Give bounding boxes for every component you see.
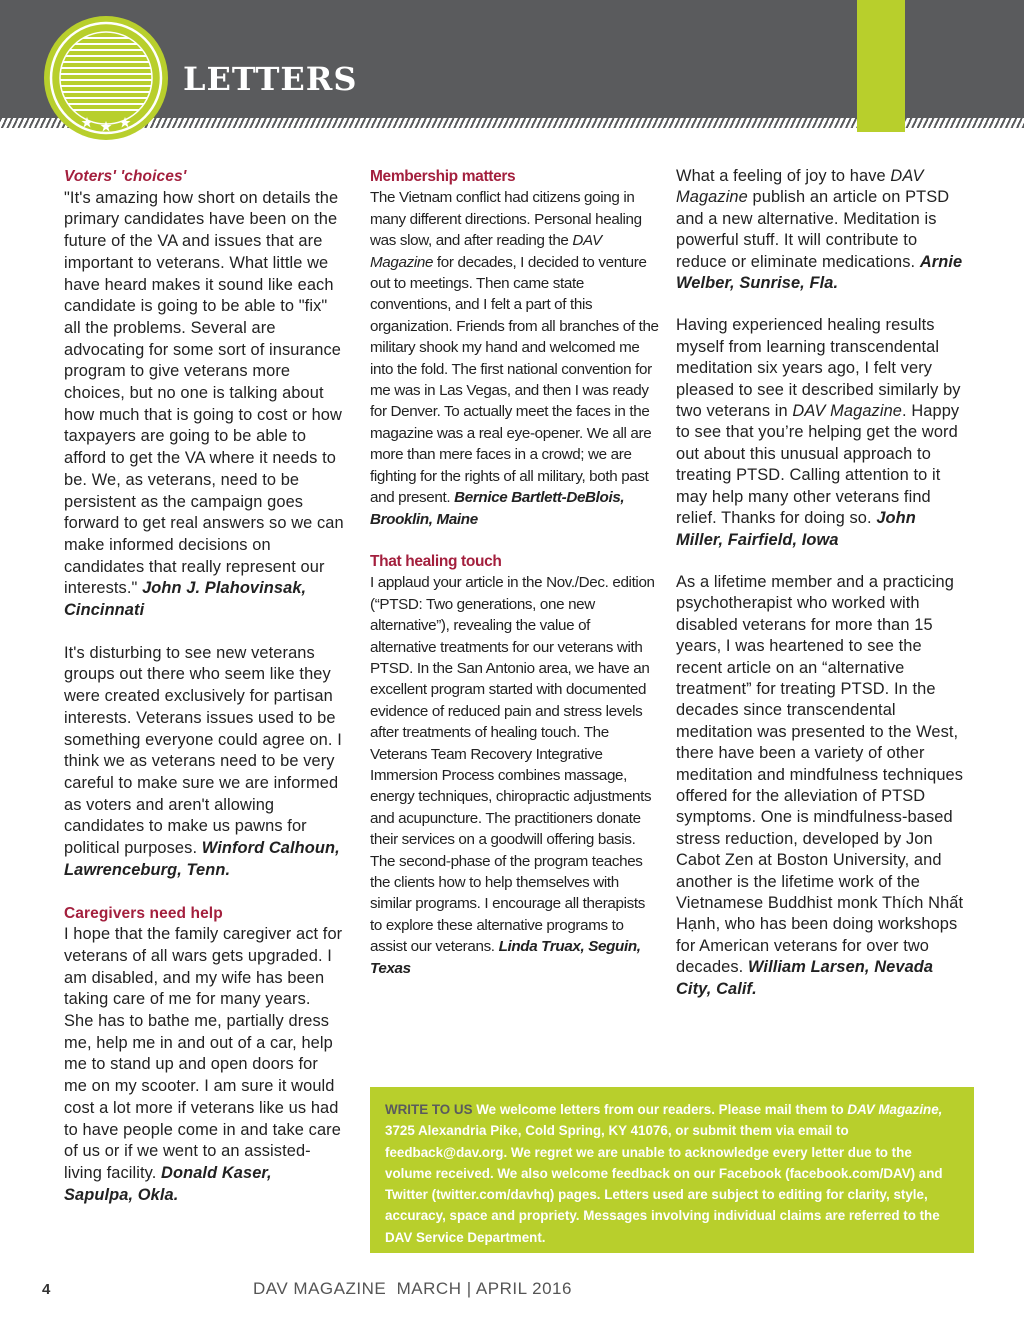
publication-footer: DAV MAGAZINE MARCH | APRIL 2016 (253, 1279, 572, 1298)
letter-body: What a feeling of joy to have (676, 167, 891, 185)
letter-signature: William Larsen, Nevada City, Calif. (676, 958, 934, 998)
page-number: 4 (42, 1281, 51, 1298)
letter-heading: Membership matters (370, 168, 516, 185)
letter-heading: Voters' 'choices' (64, 168, 187, 185)
letter-body: for decades, I decided to venture out to meetings. Then came state conventions, and I felt a part of this organization. Friends from all branches of the military shook my hand and welcomed me into the fold. The first national convention for me was in Las Vegas, and then I was ready for Denver. To actually meet the faces in the magazine was a real eye-opener. We all are more than mere faces in a crowd; we are fighting for the rights of all military, both past and present. (370, 253, 659, 507)
letter (676, 166, 966, 294)
header-accent-bar (857, 0, 905, 132)
letter (370, 551, 660, 979)
write-to-us-magazine: DAV Magazine, (847, 1102, 943, 1117)
section-title: LETTERS (183, 60, 358, 98)
letter-body: I applaud your article in the Nov./Dec. edition (“PTSD: Two generations, one new alternative”), revealing the value of alternative treatments for our veterans with PTSD. In the San Antonio area, we have an excellent program started with documented evidence of reduced pain and stress levels after treatments of healing touch. The Veterans Team Recovery Integrative Immersion Process combines massage, energy techniques, chiropractic adjustments and acupuncture. The practitioners donate their services on a goodwill offering basis. The second-phase of the program teaches the clients how to help themselves with similar programs. I encourage all therapists to explore these alternative programs to assist our veterans. (370, 574, 655, 956)
write-to-us-text: 3725 Alexandria Pike, Cold Spring, KY 41076, or submit them via email to feedback@dav.org. We regret we are unable to acknowledge every letter due to the volume received. We also welcome feedback on our Facebook (facebook.com/DAV) and Twitter (twitter.com/davhq) pages. Letters used are subject to editing for clarity, style, accuracy, space and propriety. Messages involving individual claims are referred to the DAV Service Department. (385, 1123, 943, 1245)
letter-body: It's disturbing to see new veterans groups out there who seem like they were created exclusively for partisan interests. Veterans issues used to be something everyone could agree on. I think we as veterans need to be very careful to make sure we are informed as voters and aren't allowing candidates to make us pawns for political purposes. (64, 643, 342, 858)
letters-badge-icon (42, 14, 170, 142)
magazine-title: DAV Magazine (676, 167, 924, 207)
letter-heading: Caregivers need help (64, 904, 223, 922)
letter-signature: Arnie Welber, Sunrise, Fla. (676, 252, 963, 293)
letter-signature: John Miller, Fairfield, Iowa (676, 509, 916, 549)
write-to-us-text: We welcome letters from our readers. Please mail them to (476, 1102, 844, 1117)
letter (676, 572, 966, 1000)
letter-signature: Bernice Bartlett-DeBlois, Brooklin, Maine (370, 489, 625, 528)
letter-body: Having experienced healing results myself from learning transcendental meditation six years ago, I felt very pleased to see it described similarly by two veterans in (676, 316, 961, 421)
letter-body: . Happy to see that you’re helping get the word out about this unusual approach to treating PTSD. Calling attention to it may help many other veterans find relief. Thanks for doing so. (676, 402, 960, 528)
magazine-title: DAV Magazine (792, 402, 903, 421)
letter-signature: John J. Plahovinsak, Cincinnati (64, 579, 307, 620)
letters-column-2 (370, 166, 660, 1000)
letter-body: I hope that the family caregiver act for veterans of all wars gets upgraded. I am disabled, and my wife has been taking care of me for many years. She has to bathe me, partially dress me, help me in and out of a car, help me to stand up and open doors for me on my scooter. I am sure it would cost a lot more if veterans like us had to have people come in and take care of us or if we went to an assisted-living facility. (64, 925, 343, 1182)
letter-signature: Donald Kaser, Sapulpa, Okla. (64, 1163, 272, 1204)
write-to-us-label: WRITE TO US (385, 1102, 473, 1117)
letter (370, 166, 660, 530)
letter (64, 903, 344, 1207)
letters-column-1 (64, 166, 344, 1227)
letter-body: As a lifetime member and a practicing psychotherapist who worked with disabled veterans for more than 15 years, I was heartened to see the recent article on an “alternative treatment” for treating PTSD. In the decades since transcendental meditation was presented to the West, there have been a variety of other meditation and mindfulness techniques offered for the alleviation of PTSD symptoms. One is mindfulness-based stress reduction, developed by Jon Cabot Zen at Boston University, and another is the lifetime work of the Vietnamese Buddhist monk Thích Nhất Hạnh, who has been doing workshops for American veterans for over two decades. (676, 572, 964, 977)
letter-signature: Linda Truax, Seguin, Texas (370, 938, 641, 977)
letters-column-3 (676, 166, 966, 1021)
letter (676, 315, 966, 550)
magazine-title: DAV Magazine (370, 232, 602, 271)
letter-body: The Vietnam conflict had citizens going in many different directions. Personal healing was slow, and after reading the (370, 189, 642, 250)
letter (64, 643, 344, 882)
letter (64, 166, 344, 622)
letter-body: publish an article on PTSD and a new alternative. Meditation is powerful stuff. It will contribute to reduce or eliminate medications. (676, 188, 950, 271)
write-to-us-box (370, 1087, 974, 1253)
letter-heading: That healing touch (370, 552, 502, 570)
letter-body: "It's amazing how short on details the primary candidates have been on the future of the VA and issues that are important to veterans. What little we have heard makes it sound like each candidate is going to be able to "fix" all the problems. Several are advocating for some sort of insurance program to give veterans more choices, but no one is talking about how much that is going to cost or how taxpayers are going to be able to afford to get the VA where it needs to be. We, as veterans, need to be persistent as the campaign goes forward to get real answers so we can make informed decisions on candidates that really represent our interests." (64, 188, 344, 598)
letter-signature: Winford Calhoun, Lawrenceburg, Tenn. (64, 839, 340, 879)
